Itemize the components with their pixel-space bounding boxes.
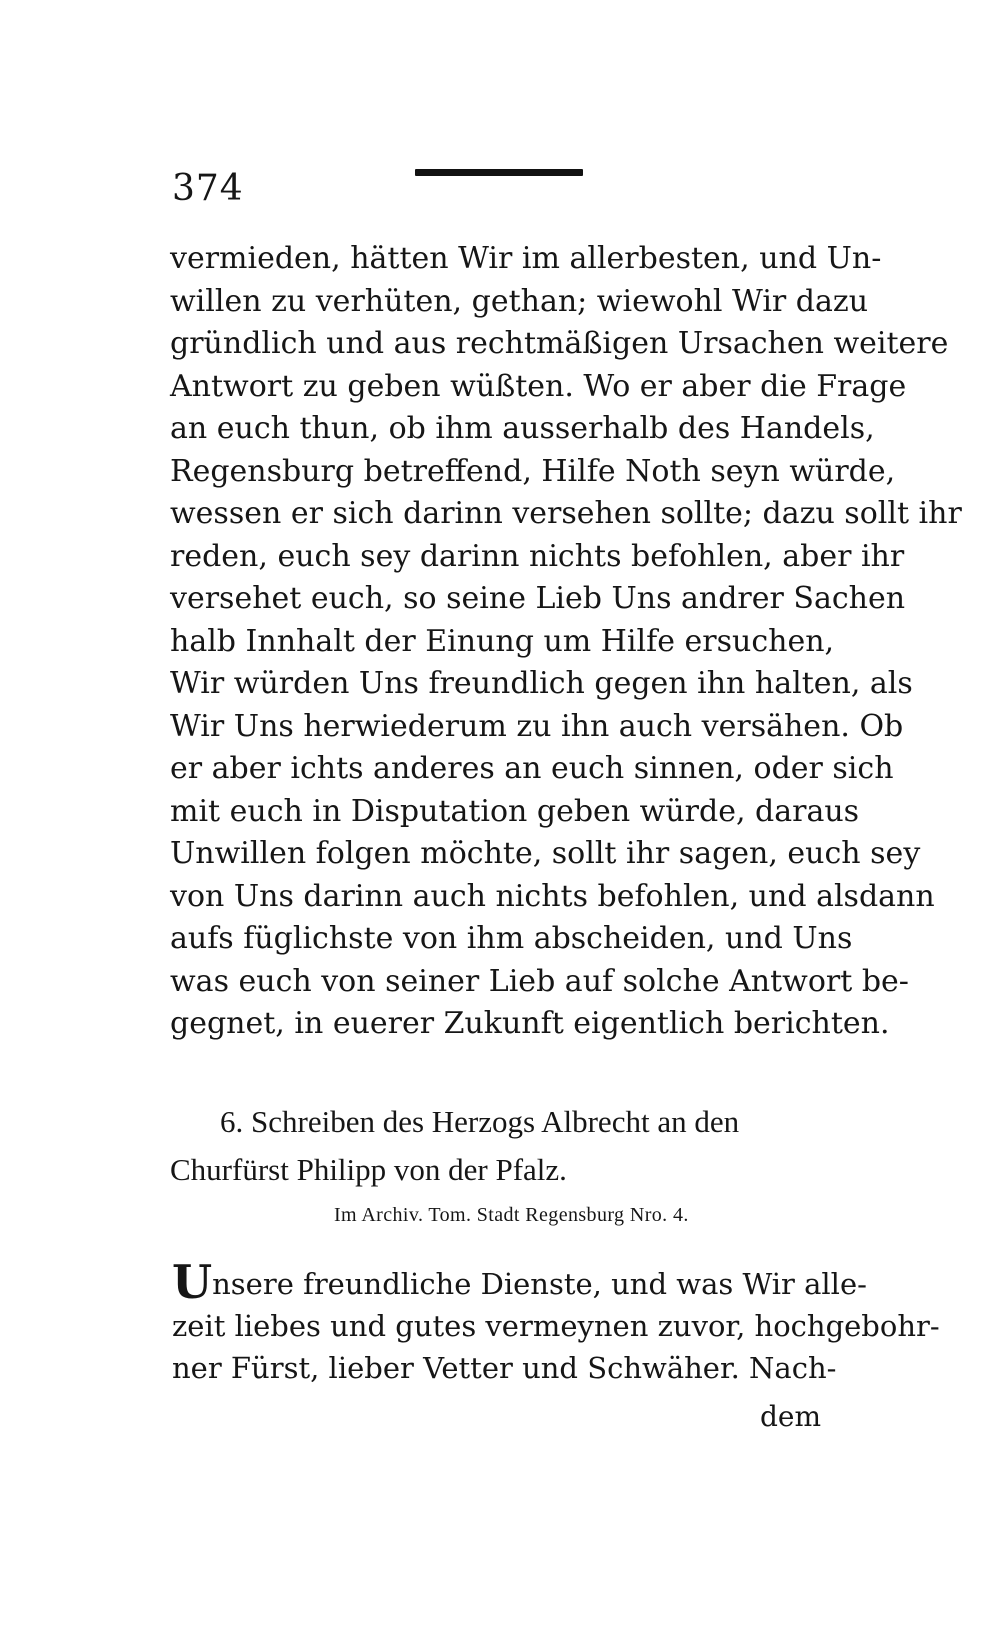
text-line: was euch von seiner Lieb auf solche Antwort be- <box>170 963 909 999</box>
text-line: versehet euch, so seine Lieb Uns andrer Sachen <box>170 581 906 616</box>
text-line: Unwillen folgen möchte, sollt ihr sagen, euch sey <box>170 836 921 871</box>
text-line: gegnet, in euerer Zukunft eigentlich berichten. <box>170 1006 890 1041</box>
text-line: Wir Uns herwiederum zu ihn auch versähen. Ob <box>170 708 904 744</box>
heading-line: 6. Schreiben des Herzogs Albrecht an den <box>220 1104 740 1139</box>
text-line: Regensburg betreffend, Hilfe Noth seyn würde, <box>170 453 896 489</box>
initial-letter: U <box>172 1255 213 1309</box>
section-heading <box>170 1098 830 1194</box>
letter-first-line <box>172 1255 867 1309</box>
letter-body <box>172 1255 940 1389</box>
body-text <box>170 238 962 1046</box>
letter-line: zeit liebes und gutes vermeynen zuvor, hochgebohr- <box>172 1309 940 1343</box>
text-line: willen zu verhüten, gethan; wiewohl Wir dazu <box>170 283 869 319</box>
text-line: reden, euch sey darinn nichts befohlen, aber ihr <box>170 538 905 574</box>
page-number: 374 <box>172 168 244 209</box>
text-line: er aber ichts anderes an euch sinnen, oder sich <box>170 751 894 786</box>
text-line: aufs füglichste von ihm abscheiden, und Uns <box>170 921 853 956</box>
text-line: Wir würden Uns freundlich gegen ihn halten, als <box>170 666 913 701</box>
heading-line: Churfürst Philipp von der Pfalz. <box>170 1152 567 1187</box>
text-line: halb Innhalt der Einung um Hilfe ersuchen, <box>170 623 835 659</box>
letter-line: ner Fürst, lieber Vetter und Schwäher. Nach- <box>172 1351 837 1385</box>
text-line: an euch thun, ob ihm ausserhalb des Handels, <box>170 411 875 446</box>
text-line: gründlich und aus rechtmäßigen Ursachen weitere <box>170 326 949 361</box>
text-line: wessen er sich darinn versehen sollte; dazu sollt ihr <box>170 496 962 531</box>
text-line: vermieden, hätten Wir im allerbesten, und Un- <box>170 241 882 276</box>
header-rule <box>415 169 583 176</box>
archive-source-reference: Im Archiv. Tom. Stadt Regensburg Nro. 4. <box>334 1204 689 1226</box>
text-line: Antwort zu geben wüßten. Wo er aber die Frage <box>170 368 907 404</box>
catchword: dem <box>760 1400 822 1433</box>
text-line: mit euch in Disputation geben würde, daraus <box>170 793 860 829</box>
letter-first-line-text: nsere freundliche Dienste, und was Wir alle- <box>212 1267 867 1301</box>
text-line: von Uns darinn auch nichts befohlen, und alsdann <box>170 878 935 914</box>
